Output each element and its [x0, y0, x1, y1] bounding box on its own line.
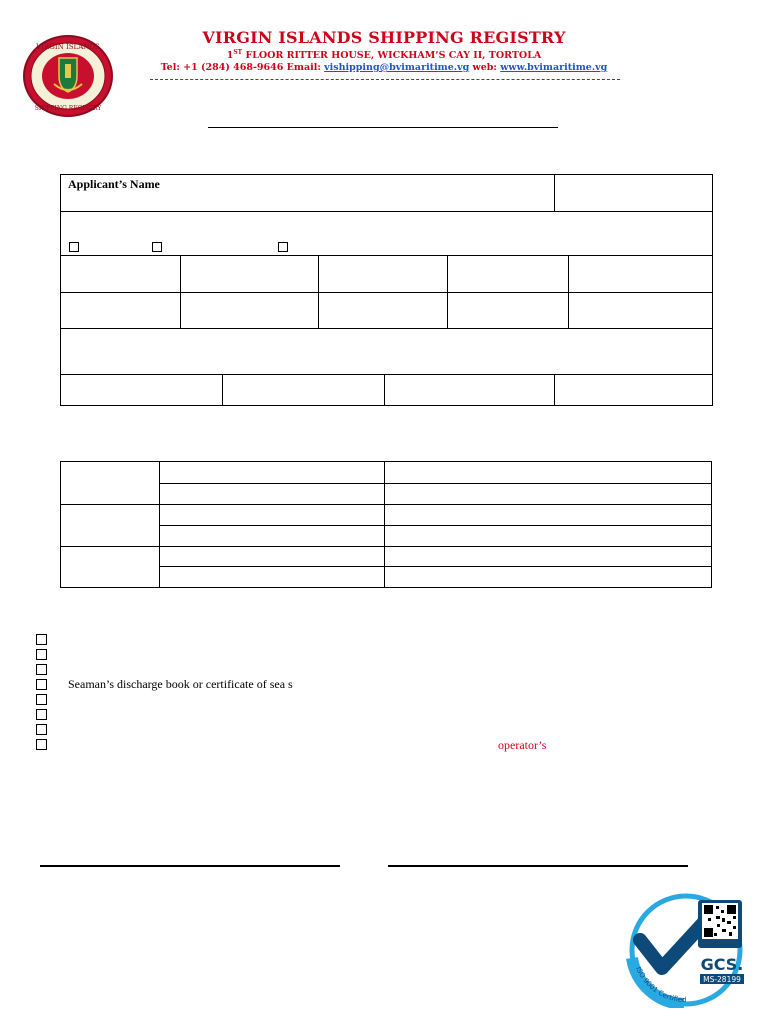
- website-link[interactable]: www.bvimaritime.vg: [500, 62, 608, 73]
- applicant-extra-cell[interactable]: [554, 174, 713, 212]
- field-cell[interactable]: [318, 255, 448, 293]
- field-cell[interactable]: [384, 374, 555, 406]
- checklist-checkbox-5[interactable]: [36, 694, 47, 705]
- option-checkbox-3[interactable]: [278, 242, 288, 252]
- checklist-checkbox-7[interactable]: [36, 724, 47, 735]
- options-row: [60, 211, 713, 256]
- table-cell[interactable]: [159, 504, 385, 526]
- table-cell[interactable]: [159, 566, 385, 588]
- form-title-line: [208, 127, 558, 128]
- table-cell[interactable]: [159, 546, 385, 567]
- field-cell[interactable]: [318, 292, 448, 329]
- svg-text:SHIPPING REGISTRY: SHIPPING REGISTRY: [34, 105, 102, 112]
- email-link[interactable]: vishipping@bvimaritime.vg: [324, 62, 470, 73]
- field-cell[interactable]: [60, 255, 181, 293]
- field-cell[interactable]: [180, 255, 319, 293]
- table-cell[interactable]: [384, 525, 712, 547]
- iso-certified-badge: [626, 888, 752, 1008]
- checklist-operator-note: operator’s: [498, 738, 547, 752]
- table-cell[interactable]: [384, 504, 712, 526]
- address-cell[interactable]: [60, 328, 713, 375]
- group-label-cell: [60, 546, 160, 588]
- registry-address: 1ST FLOOR RITTER HOUSE, WICKHAM’S CAY II, TORTOLA: [226, 49, 542, 62]
- registry-contact: Tel: +1 (284) 468-9646 Email: vishipping@bvimaritime.vg web: www.bvimaritime.vg: [160, 62, 608, 73]
- field-cell[interactable]: [222, 374, 385, 406]
- registry-title: VIRGIN ISLANDS SHIPPING REGISTRY: [202, 28, 566, 47]
- signature-line-date[interactable]: [388, 865, 688, 867]
- table-cell[interactable]: [384, 483, 712, 505]
- applicant-name-label: Applicant’s Name: [68, 177, 160, 191]
- header-divider: [150, 79, 620, 80]
- group-label-cell: [60, 461, 160, 505]
- table-cell[interactable]: [384, 461, 712, 484]
- group-label-cell: [60, 504, 160, 547]
- option-checkbox-1[interactable]: [69, 242, 79, 252]
- svg-text:VIRGIN ISLANDS: VIRGIN ISLANDS: [36, 43, 100, 51]
- field-cell[interactable]: [447, 292, 569, 329]
- signature-line-applicant[interactable]: [40, 865, 340, 867]
- table-cell[interactable]: [159, 461, 385, 484]
- checklist-checkbox-8[interactable]: [36, 739, 47, 750]
- table-cell[interactable]: [159, 483, 385, 505]
- checklist-checkbox-1[interactable]: [36, 634, 47, 645]
- gcs-logo-text: GCS.: [700, 955, 744, 974]
- table-cell[interactable]: [159, 525, 385, 547]
- field-cell[interactable]: [568, 292, 713, 329]
- checklist-checkbox-3[interactable]: [36, 664, 47, 675]
- table-cell[interactable]: [384, 566, 712, 588]
- table-cell[interactable]: [384, 546, 712, 567]
- checklist-item-seamans-book: Seaman’s discharge book or certificate of sea s: [68, 677, 293, 691]
- field-cell[interactable]: [60, 292, 181, 329]
- applicant-name-cell[interactable]: [60, 174, 555, 212]
- field-cell[interactable]: [568, 255, 713, 293]
- certificate-number: MS-28199: [703, 975, 741, 984]
- iso-certified-text: ISO 9001 Certified: [634, 965, 687, 1005]
- field-cell[interactable]: [60, 374, 223, 406]
- field-cell[interactable]: [447, 255, 569, 293]
- field-cell[interactable]: [554, 374, 713, 406]
- checklist-checkbox-2[interactable]: [36, 649, 47, 660]
- checklist-checkbox-4[interactable]: [36, 679, 47, 690]
- field-cell[interactable]: [180, 292, 319, 329]
- registry-seal-logo: [22, 34, 114, 118]
- option-checkbox-2[interactable]: [152, 242, 162, 252]
- checklist-checkbox-6[interactable]: [36, 709, 47, 720]
